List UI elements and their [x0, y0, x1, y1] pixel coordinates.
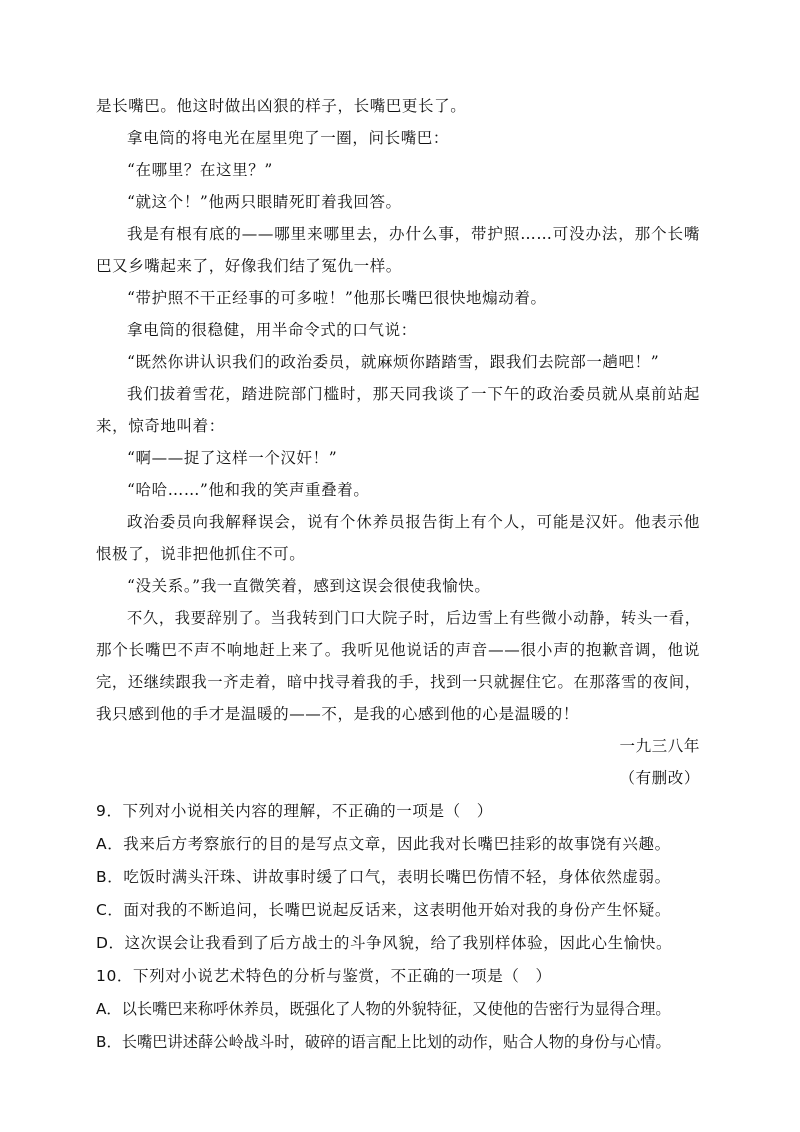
paragraph-line: 恨极了，说非把他抓住不可。	[96, 545, 306, 563]
paragraph-line: “哈哈……”他和我的笑声重叠着。	[127, 481, 370, 499]
paragraph-line: 拿电筒的将电光在屋里兜了一圈，问长嘴巴：	[127, 129, 450, 147]
paragraph-line: 我只感到他的手才是温暖的——不，是我的心感到他的心是温暖的！	[96, 705, 580, 723]
paragraph-line: 拿电筒的很稳健，用半命令式的口气说：	[127, 321, 417, 339]
paragraph-line: “既然你讲认识我们的政治委员，就麻烦你踏踏雪，跟我们去院部一趟吧！”	[127, 353, 660, 371]
date-line: 一九三八年	[619, 737, 700, 755]
source-note: （有删改）	[619, 769, 700, 787]
paragraph-line: 政治委员向我解释误会，说有个休养员报告街上有个人，可能是汉奸。他表示他	[127, 513, 700, 531]
question-stem: 9．下列对小说相关内容的理解，不正确的一项是（ ）	[96, 802, 493, 820]
paragraph-line: “没关系。”我一直微笑着，感到这误会很使我愉快。	[127, 577, 491, 595]
answer-option: D．这次误会让我看到了后方战士的斗争风貌，给了我别样体验，因此心生愉快。	[96, 934, 673, 952]
paragraph-line: 完，还继续跟我一齐走着，暗中找寻着我的手，找到一只就握住它。在那落雪的夜间，	[96, 673, 700, 691]
paragraph-line: 那个长嘴巴不声不响地赶上来了。我听见他说话的声音——很小声的抱歉音调，他说	[96, 641, 700, 659]
paragraph-line: 是长嘴巴。他这时做出凶狠的样子，长嘴巴更长了。	[96, 97, 467, 115]
answer-option: B．长嘴巴讲述薛公岭战斗时，破碎的语言配上比划的动作，贴合人物的身份与心情。	[96, 1033, 671, 1051]
answer-option: A．我来后方考察旅行的目的是写点文章，因此我对长嘴巴挂彩的故事饶有兴趣。	[96, 835, 671, 853]
paragraph-line: 不久，我要辞别了。当我转到门口大院子时，后边雪上有些微小动静，转头一看，	[127, 609, 700, 627]
paragraph-line: 我们拔着雪花，踏进院部门槛时，那天同我谈了一下午的政治委员就从桌前站起	[127, 385, 700, 403]
paragraph-line: 巴又乡嘴起来了，好像我们结了冤仇一样。	[96, 257, 402, 275]
answer-option: B．吃饭时满头汗珠、讲故事时缓了口气，表明长嘴巴伤情不轻，身体依然虚弱。	[96, 868, 671, 886]
paragraph-line: 我是有根有底的——哪里来哪里去，办什么事，带护照……可没办法，那个长嘴	[127, 225, 700, 243]
answer-option: A．以长嘴巴来称呼休养员，既强化了人物的外貌特征，又使他的告密行为显得合理。	[96, 1000, 671, 1018]
paragraph-line: 来，惊奇地叫着：	[96, 417, 225, 435]
question-stem: 10．下列对小说艺术特色的分析与鉴赏，不正确的一项是（ ）	[96, 967, 552, 985]
paragraph-line: “带护照不干正经事的可多啦！”他那长嘴巴很快地煽动着。	[127, 289, 547, 307]
paragraph-line: “在哪里？在这里？”	[127, 161, 273, 179]
paragraph-line: “就这个！”他两只眼睛死盯着我回答。	[127, 193, 402, 211]
answer-option: C．面对我的不断追问，长嘴巴说起反话来，这表明他开始对我的身份产生怀疑。	[96, 901, 671, 919]
paragraph-line: “啊——捉了这样一个汉奸！”	[127, 449, 338, 467]
